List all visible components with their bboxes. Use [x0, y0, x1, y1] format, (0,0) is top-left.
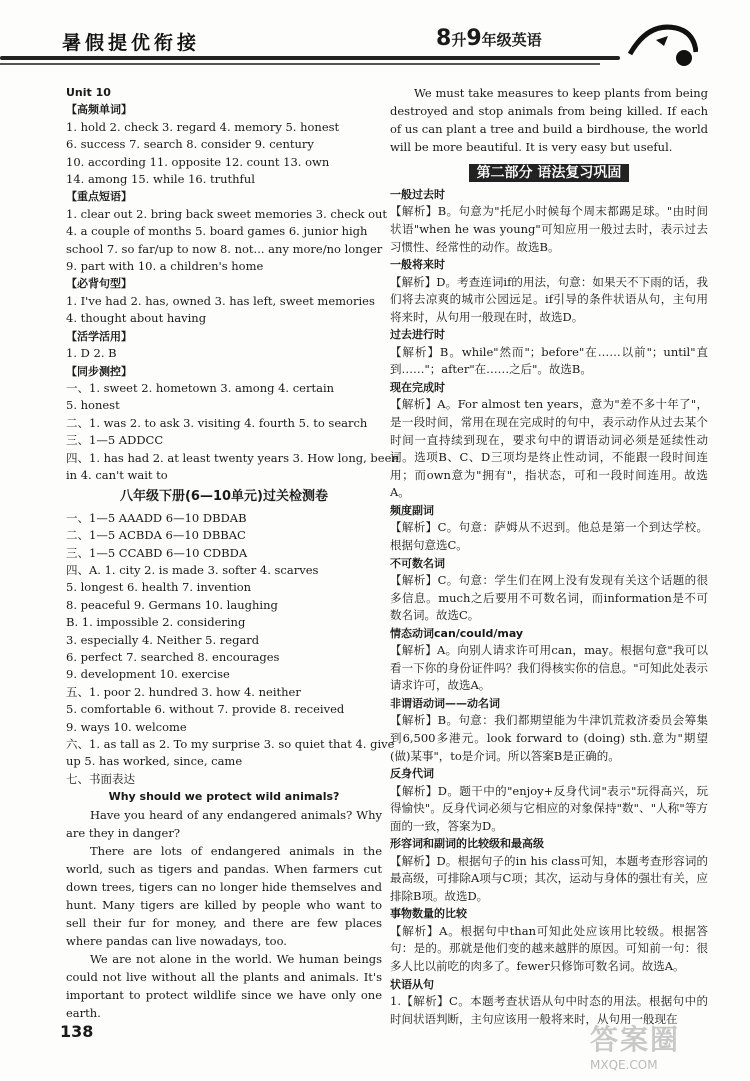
section-heading: 【高频单词】	[66, 103, 132, 117]
answer-line: 1. clear out 2. bring back sweet memories 3. check out	[66, 206, 388, 221]
grade-title: 8升9年级英语	[436, 26, 542, 51]
answer-explanation: 1.【解析】C。本题考查状语从句中时态的用法。根据句中的时间状语判断，主句应该用一般将来时，从句用一般现在	[390, 994, 708, 1026]
right-column	[390, 84, 708, 1028]
part-title	[390, 162, 708, 182]
answer-explanation: 【解析】D。考查连词if的用法，句意：如果天不下雨的话，我们将去凉爽的城市公园远足。if引导的条件状语从句，主句用将来时，从句用一般现在时，故选D。	[390, 274, 708, 324]
section-heading: 【重点短语】	[66, 190, 132, 204]
answer-explanation: 【解析】A。For almost ten years，意为"差不多十年了"，是一段时间，常用在现在完成时的句中，表示动作从过去某个时间一直持续到现在，要求句中的谓语动词必须是延续性动词。选项B、C、D三项均是终止性动词，不能跟一段时间连用；而own意为"拥有"，指状态，可和一段时间连用。故选A。	[390, 397, 708, 500]
answer-line: 二、1. was 2. to ask 3. visiting 4. fourth 5. to search	[66, 415, 368, 430]
section-heading: 形容词和副词的比较级和最高级	[390, 837, 544, 851]
section-heading: 【必背句型】	[66, 277, 132, 291]
answer-line: 14. among 15. while 16. truthful	[66, 172, 255, 187]
answer-line: in 4. can't wait to	[66, 467, 168, 482]
section-heading: 反身代词	[390, 767, 434, 781]
page-header	[0, 0, 750, 78]
section-heading: 一般将来时	[390, 258, 445, 272]
answer-line: 1. D 2. B	[66, 346, 117, 361]
answer-line: 1. hold 2. check 3. regard 4. memory 5. honest	[66, 119, 340, 134]
answer-line: 9. development 10. exercise	[66, 667, 230, 682]
answer-line: 5. comfortable 6. without 7. provide 8. received	[66, 702, 345, 717]
answer-line: up 5. has worked, since, came	[66, 754, 243, 769]
answer-line: 6. perfect 7. searched 8. encourages	[66, 650, 280, 664]
answer-line: 一、1—5 AAADD 6—10 DBDAB	[66, 510, 247, 525]
answer-line: 七、书面表达	[66, 771, 135, 786]
watermark-url: MXQE.COM	[590, 1058, 658, 1072]
section-heading: 现在完成时	[390, 380, 445, 394]
left-column	[66, 84, 399, 1022]
section-heading: 状语从句	[390, 977, 434, 991]
section-heading: Unit 10	[66, 86, 111, 99]
answer-line: 6. success 7. search 8. consider 9. century	[66, 137, 314, 152]
section-heading: 情态动词can/could/may	[390, 626, 524, 640]
section-heading: 【活学活用】	[66, 329, 132, 343]
answer-line: 一、1. sweet 2. hometown 3. among 4. certain	[66, 380, 335, 395]
answer-line: 5. honest	[66, 398, 120, 413]
answer-line: 六、1. as tall as 2. To my surprise 3. so quiet that 4. give	[66, 737, 395, 752]
answer-explanation: 【解析】A。向别人请求许可用can，may。根据句意"我可以看一下你的身份证件吗？我们得核实你的信息。"可知此处表示请求许可，故选A。	[390, 643, 708, 693]
section-heading: 一般过去时	[390, 188, 445, 201]
answer-line: 五、1. poor 2. hundred 3. how 4. neither	[66, 684, 301, 699]
essay-paragraph: There are lots of endangered animals in the world, such as tigers and pandas. When farmers cut down trees, tigers can no longer hide themselves and hunt. Many tigers are killed by people who want to sell their fur for money, and there are few places where pandas can live nowadays, too.	[66, 843, 382, 948]
site-watermark	[590, 1018, 740, 1078]
answer-line: 二、1—5 ACBDA 6—10 DBBAC	[66, 528, 246, 543]
part-title-label: 第二部分 语法复习巩固	[469, 164, 630, 182]
section-heading: 【同步测控】	[66, 364, 132, 378]
answer-explanation: 【解析】B。句意为"托尼小时候每个周末都踢足球。"由时间状语"when he was young"可知应用一般过去时，表示过去习惯性、经常性的动作。故选B。	[390, 204, 708, 254]
answer-line: school 7. so far/up to now 8. not... any more/no longer	[66, 241, 383, 256]
answer-line: 4. thought about having	[66, 311, 207, 326]
answer-line: 三、1—5 ADDCC	[66, 433, 164, 448]
answer-explanation: 【解析】C。句意：萨姆从不迟到。他总是第一个到达学校。根据句意选C。	[390, 520, 708, 552]
answer-line: 4. a couple of months 5. board games 6. junior high	[66, 224, 368, 239]
answer-explanation: 【解析】A。根据句中than可知此处应该用比较级。根据答句：是的。那就是他们变的越来越胖的原因。可知前一句：很多人比以前吃的肉多了。fewer只修饰可数名词。故选A。	[390, 923, 708, 974]
section-heading: 事物数量的比较	[390, 907, 467, 921]
answer-explanation: 【解析】D。题干中的"enjoy+反身代词"表示"玩得高兴，玩得愉快"。反身代词必须与它相应的对象保持"数"、"人称"等方面的一致，答案为D。	[390, 783, 708, 833]
brand-title: 暑假提优衔接	[62, 32, 201, 54]
answer-line: 5. longest 6. health 7. invention	[66, 580, 252, 595]
essay-paragraph: Have you heard of any endangered animals? Why are they in danger?	[66, 807, 382, 840]
section-heading: 过去进行时	[390, 328, 445, 342]
section-heading: 非谓语动词——动名词	[390, 696, 500, 710]
answer-explanation: 【解析】B。while"然而"；before"在……以前"；until"直到……"；after"在……之后"。故选B。	[390, 344, 708, 377]
essay-paragraph: We are not alone in the world. We human beings could not live without all the plants and animals. It's important to protect wildlife since we have only one earth.	[66, 951, 382, 1020]
page-number: 138	[60, 1022, 94, 1041]
header-rule-thin	[0, 63, 600, 65]
answer-line: 三、1—5 CCABD 6—10 CDBDA	[66, 545, 248, 560]
answer-line: 8. peaceful 9. Germans 10. laughing	[66, 597, 278, 612]
answer-line: 3. especially 4. Neither 5. regard	[66, 632, 260, 647]
answer-explanation: 【解析】B。句意：我们都期望能为牛津饥荒救济委员会筹集到6,500多港元。look forward to (doing) sth.意为"期望(做)某事"，to是介词。所以答案B是正确的。	[390, 713, 708, 763]
section-heading: 频度副词	[390, 503, 434, 517]
swirl-logo-icon	[628, 18, 698, 68]
watermark-logo-text: 答案圈	[590, 1023, 681, 1056]
test-title: 八年级下册(6—10单元)过关检测卷	[119, 489, 329, 505]
essay-paragraph: We must take measures to keep plants from being destroyed and stop animals from being killed. If each of us can plant a tree and build a birdhouse, the world will be more beautiful. It is very easy but useful.	[390, 86, 709, 154]
essay-title: Why should we protect wild animals?	[108, 790, 340, 804]
answer-line: B. 1. impossible 2. considering	[66, 615, 246, 630]
answer-line: 四、A. 1. city 2. is made 3. softer 4. scarves	[66, 562, 319, 577]
answer-line: 9. ways 10. welcome	[66, 719, 187, 734]
answer-explanation: 【解析】C。句意：学生们在网上没有发现有关这个话题的很多信息。much之后要用不可数名词，而information是不可数名词。故选C。	[390, 572, 708, 623]
answer-explanation: 【解析】D。根据句子的in his class可知，本题考查形容词的最高级，可排除A项与C项；其次，运动与身体的强壮有关，应排除B项。故选D。	[390, 853, 708, 903]
section-heading: 不可数名词	[390, 556, 445, 570]
header-rule	[0, 56, 620, 60]
answer-line: 10. according 11. opposite 12. count 13. own	[66, 154, 330, 169]
answer-line: 1. I've had 2. has, owned 3. has left, sweet memories	[66, 293, 375, 308]
answer-line: 四、1. has had 2. at least twenty years 3. How long, been	[66, 450, 399, 465]
answer-line: 9. part with 10. a children's home	[66, 259, 264, 274]
